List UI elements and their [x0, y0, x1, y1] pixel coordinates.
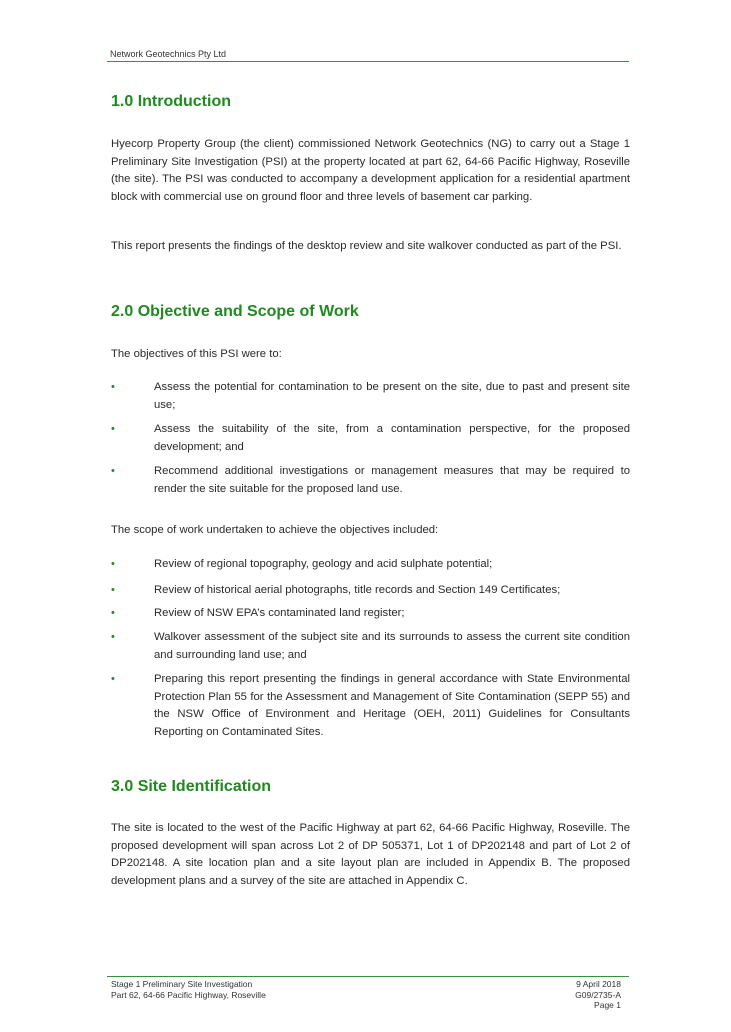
site-paragraph-1: The site is located to the west of the Pacific Highway at part 62, 64-66 Pacific Highway, Roseville. The proposed development will span across Lot 2 of DP 505371, Lot 1 of DP202148 and part of Lot 2 of DP202148. A site location plan and a site layout plan are included in Appendix B. The proposed development plans and a survey of the site are attached in Appendix C. — [111, 822, 630, 887]
scope-text: Review of historical aerial photographs, title records and Section 149 Certificates; — [154, 584, 561, 596]
bullet-icon: • — [111, 423, 115, 435]
footer-divider — [107, 976, 629, 977]
scope-text: Review of regional topography, geology and acid sulphate potential; — [154, 558, 493, 570]
bullet-icon: • — [111, 465, 115, 477]
footer-reference: G09/2735-A — [575, 989, 621, 1000]
bullet-icon: • — [111, 381, 115, 393]
intro-paragraph-2: This report presents the findings of the desktop review and site walkover conducted as part of the PSI. — [111, 240, 622, 252]
footer-report-title: Stage 1 Preliminary Site Investigation — [111, 979, 253, 989]
bullet-icon: • — [111, 607, 115, 619]
bullet-icon: • — [111, 558, 115, 570]
objective-text: Assess the potential for contamination to be present on the site, due to past and present site use; — [154, 381, 630, 411]
scope-text: Review of NSW EPA’s contaminated land register; — [154, 607, 405, 619]
footer-site-address: Part 62, 64-66 Pacific Highway, Roseville — [111, 989, 266, 1000]
section-heading-site-identification: 3.0 Site Identification — [111, 778, 272, 795]
section-heading-objective: 2.0 Objective and Scope of Work — [111, 303, 359, 320]
header-company: Network Geotechnics Pty Ltd — [110, 49, 227, 59]
footer-date: 9 April 2018 — [576, 979, 621, 989]
footer-right — [575, 979, 621, 1011]
header-divider — [107, 61, 629, 62]
scope-text: Walkover assessment of the subject site and its surrounds to assess the current site condition and surrounding land use; and — [154, 631, 630, 661]
bullet-icon: • — [111, 673, 115, 685]
bullet-icon: • — [111, 584, 115, 596]
section-heading-introduction: 1.0 Introduction — [111, 93, 231, 110]
scope-intro: The scope of work undertaken to achieve the objectives included: — [111, 524, 439, 536]
intro-paragraph-1: Hyecorp Property Group (the client) commissioned Network Geotechnics (NG) to carry out a Stage 1 Preliminary Site Investigation (PSI) at the property located at part 62, 64-66 Pacific Highway, Roseville (the site). The PSI was conducted to accompany a development application for a residential apartment block with commercial use on ground floor and three levels of basement car parking. — [111, 138, 630, 203]
scope-text: Preparing this report presenting the findings in general accordance with State Environmental Protection Plan 55 for the Assessment and Management of Site Contamination (SEPP 55) and the NSW Office of Environment and Heritage (OEH, 2011) Guidelines for Consultants Reporting on Contaminated Sites. — [154, 673, 630, 738]
objectives-intro: The objectives of this PSI were to: — [111, 348, 282, 360]
footer-page-number: Page 1 — [594, 1000, 621, 1010]
objective-text: Recommend additional investigations or management measures that may be required to render the site suitable for the proposed land use. — [154, 465, 630, 495]
objective-text: Assess the suitability of the site, from a contamination perspective, for the proposed development; and — [154, 423, 630, 453]
bullet-icon: • — [111, 631, 115, 643]
footer-left — [111, 979, 266, 1000]
